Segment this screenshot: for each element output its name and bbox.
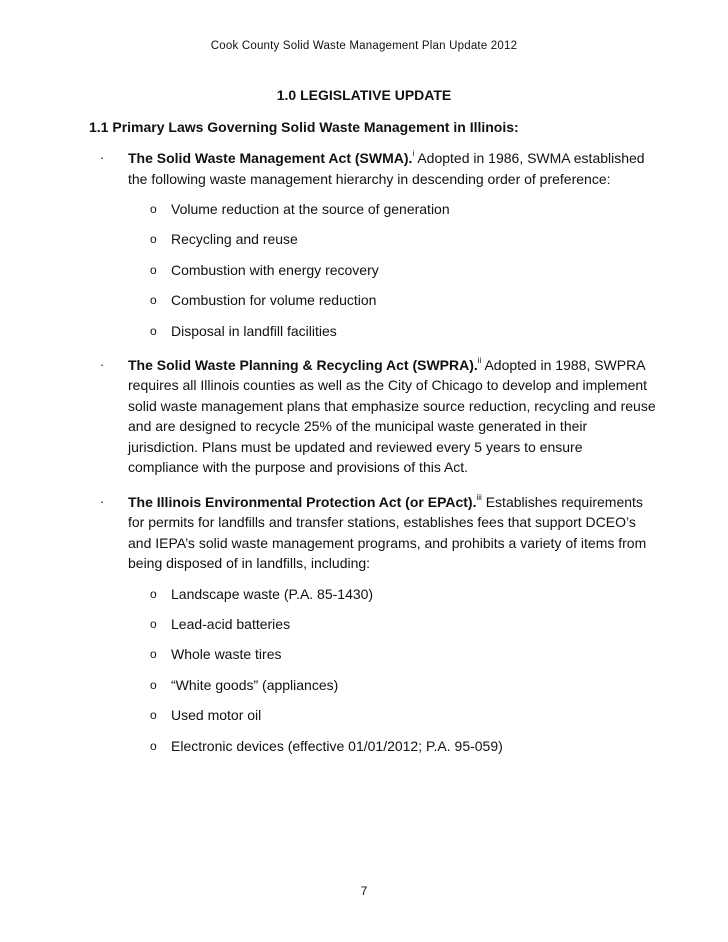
subsection-title: 1.1 Primary Laws Governing Solid Waste Management in Illinois: — [89, 119, 519, 135]
list-item-text: Volume reduction at the source of generation — [171, 201, 450, 217]
endnote-marker: ii — [477, 355, 482, 365]
list-item — [128, 229, 656, 249]
list-item-text: Used motor oil — [171, 707, 262, 724]
law-description: Establishes requirements for permits for landfills and transfer stations, establishes fees that support DCEO’s and IEPA’s solid waste management programs, and prohibits a variety of items from being disposed of in landfills, including: — [128, 493, 647, 572]
circle-bullet-icon: o — [150, 293, 157, 308]
circle-bullet-icon: o — [150, 586, 157, 601]
list-item — [128, 675, 656, 695]
list-item — [128, 614, 656, 634]
list-item — [128, 644, 656, 664]
list-item-text: Lead-acid batteries — [171, 615, 291, 632]
law-item-epact — [96, 492, 656, 756]
list-item — [128, 199, 656, 219]
list-item-text: Whole waste tires — [171, 646, 282, 663]
list-item-text: Combustion for volume reduction — [171, 292, 377, 309]
bullet-icon: · — [99, 356, 105, 372]
law-description: Adopted in 1988, SWPRA requires all Illinois counties as well as the City of Chicago to develop and implement solid waste management plans that emphasize source reduction, recycling and reuse and are designed to recycle 25% of the municipal waste generated in their jurisdiction. Plans must be updated and reviewed every 5 years to ensure compliance with the purpose and provisions of this Act. — [128, 356, 656, 476]
law-item-swpra — [96, 355, 656, 478]
page-number: 7 — [360, 884, 368, 898]
circle-bullet-icon: o — [150, 232, 157, 247]
law-title: The Illinois Environmental Protection Act (or EPAct). — [128, 493, 477, 510]
list-item-text: Electronic devices (effective 01/01/2012; P.A. 95-059) — [171, 737, 503, 754]
circle-bullet-icon: o — [150, 262, 157, 277]
law-list — [96, 148, 656, 770]
list-item — [128, 290, 656, 310]
prohibited-items-list — [128, 584, 656, 756]
circle-bullet-icon: o — [150, 616, 157, 631]
endnote-marker: i — [412, 149, 415, 158]
list-item-text: Disposal in landfill facilities — [171, 322, 337, 339]
bullet-icon: · — [99, 493, 105, 509]
list-item — [128, 321, 656, 341]
list-item-text: Combustion with energy recovery — [171, 261, 379, 278]
law-title: The Solid Waste Management Act (SWMA). — [128, 150, 413, 166]
hierarchy-list — [128, 199, 656, 341]
list-item — [128, 584, 656, 604]
list-item — [128, 736, 656, 756]
law-item-swma — [96, 148, 656, 341]
section-title: 1.0 LEGISLATIVE UPDATE — [276, 87, 452, 103]
list-item-text: Recycling and reuse — [171, 231, 298, 248]
list-item-text: Landscape waste (P.A. 85-1430) — [171, 585, 374, 602]
circle-bullet-icon: o — [150, 708, 157, 723]
circle-bullet-icon: o — [150, 323, 157, 338]
list-item-text: “White goods” (appliances) — [171, 676, 339, 693]
list-item — [128, 260, 656, 280]
circle-bullet-icon: o — [150, 738, 157, 753]
list-item — [128, 705, 656, 725]
law-description: Adopted in 1986, SWMA established the following waste management hierarchy in descending order of preference: — [128, 150, 645, 187]
circle-bullet-icon: o — [150, 677, 157, 692]
law-title: The Solid Waste Planning & Recycling Act (SWPRA). — [128, 356, 478, 373]
bullet-icon: · — [99, 150, 105, 165]
circle-bullet-icon: o — [150, 647, 157, 662]
circle-bullet-icon: o — [150, 202, 157, 216]
endnote-marker: iii — [476, 492, 482, 502]
page-header: Cook County Solid Waste Management Plan Update 2012 — [210, 40, 518, 52]
